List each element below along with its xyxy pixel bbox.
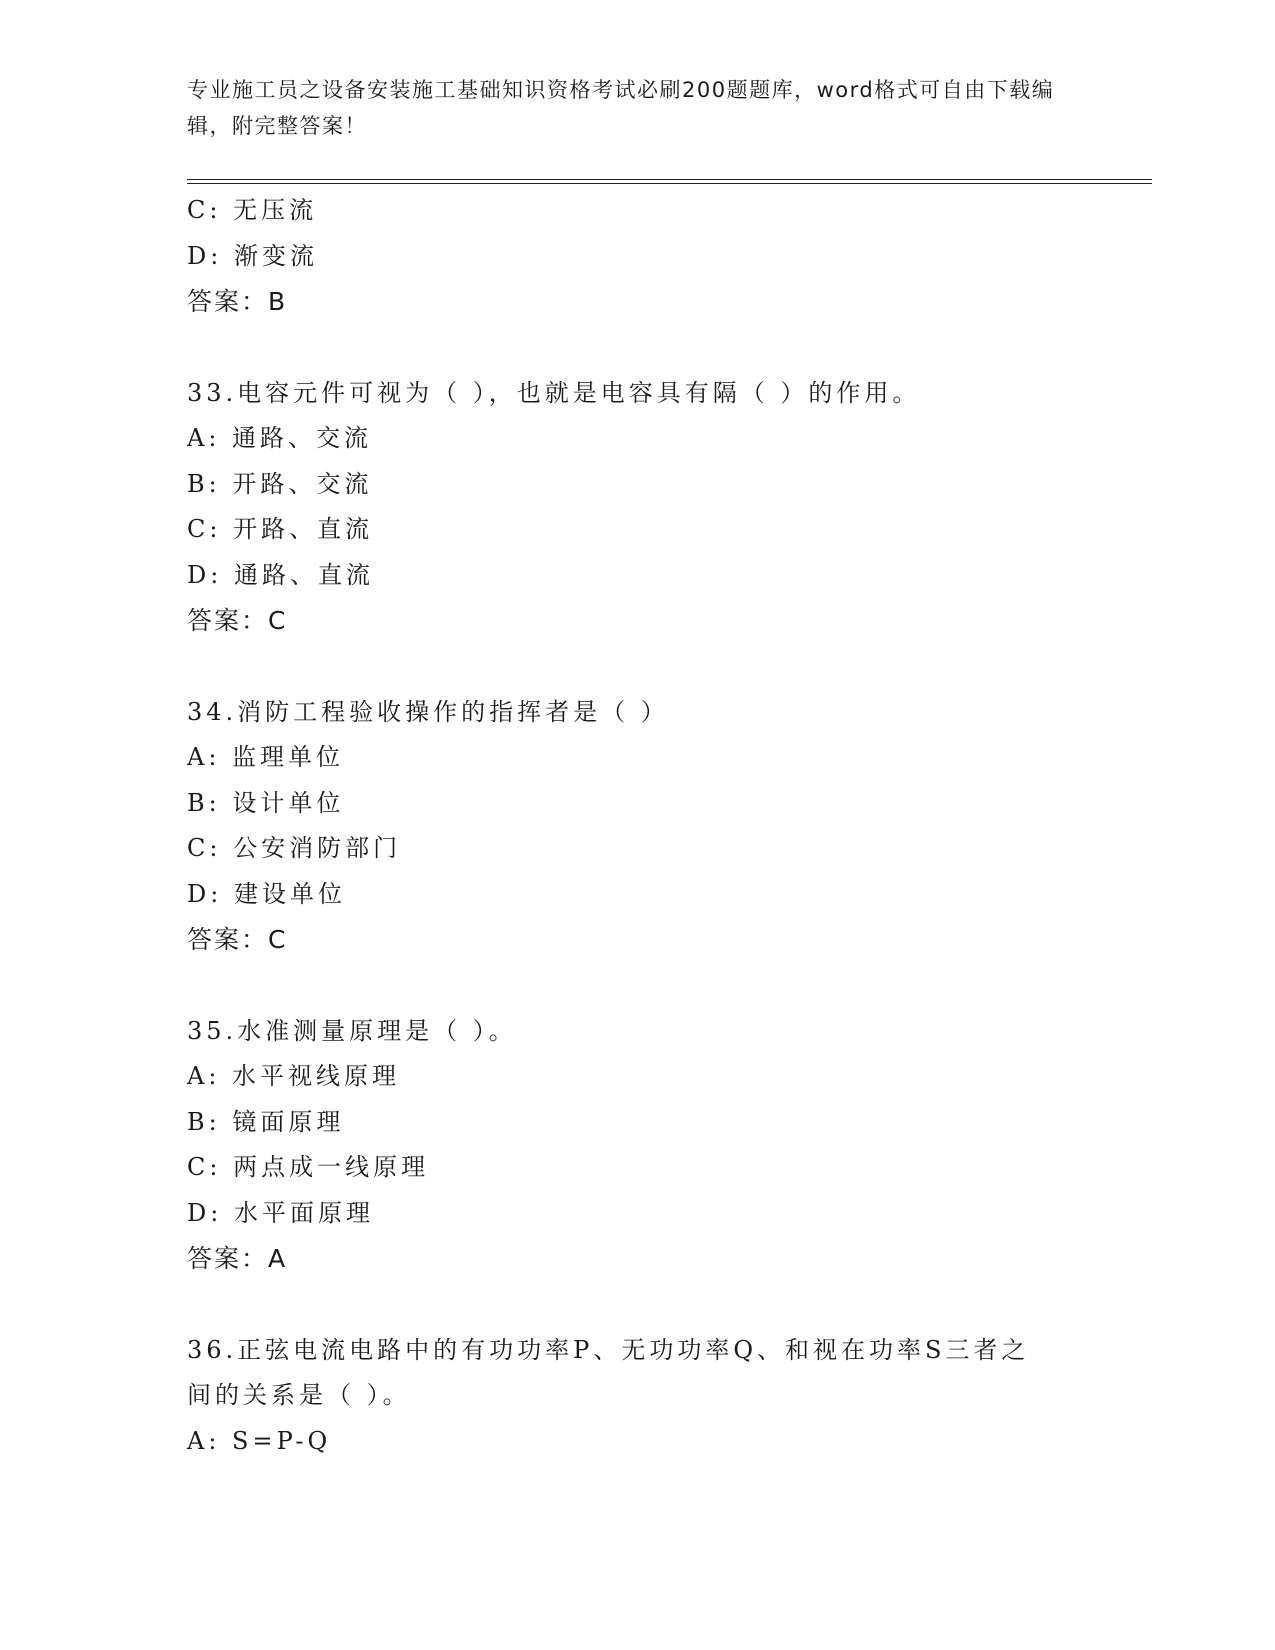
question-text: 35.水准测量原理是（ ）。 xyxy=(187,1016,517,1045)
spacer xyxy=(187,1282,1087,1328)
question-text: 36.正弦电流电路中的有功功率P、无功功率Q、和视在功率S三者之间的关系是（ ）。 xyxy=(187,1335,1030,1409)
option-d: D: 渐变流 xyxy=(187,241,318,270)
answer-line: 答案：A xyxy=(187,1244,288,1273)
header-divider-top xyxy=(187,179,1152,180)
option-d: D: 建设单位 xyxy=(187,879,346,908)
option-d: D: 水平面原理 xyxy=(187,1198,374,1227)
option-b: B: 开路、交流 xyxy=(187,469,373,498)
spacer xyxy=(187,963,1087,1009)
question-content xyxy=(187,188,1087,1464)
answer-line: 答案：B xyxy=(187,287,288,316)
option-c: C: 公安消防部门 xyxy=(187,834,402,862)
option-b: B: 镜面原理 xyxy=(187,1107,345,1136)
option-a: A: S=P-Q xyxy=(187,1426,332,1455)
option-a: A: 通路、交流 xyxy=(187,424,373,452)
spacer xyxy=(187,325,1087,371)
option-a: A: 监理单位 xyxy=(187,743,345,771)
header-divider-bottom xyxy=(187,183,1152,184)
page-header: 专业施工员之设备安装施工基础知识资格考试必刷200题题库，word格式可自由下载编辑，附完整答案！ xyxy=(187,78,1055,138)
answer-line: 答案：C xyxy=(187,606,288,635)
question-text: 33.电容元件可视为（ ），也就是电容具有隔（ ）的作用。 xyxy=(187,378,921,407)
answer-line: 答案：C xyxy=(187,925,288,954)
option-d: D: 通路、直流 xyxy=(187,560,374,589)
spacer xyxy=(187,644,1087,690)
option-b: B: 设计单位 xyxy=(187,788,345,817)
option-c: C: 无压流 xyxy=(187,196,318,224)
option-c: C: 两点成一线原理 xyxy=(187,1153,430,1181)
option-a: A: 水平视线原理 xyxy=(187,1062,401,1090)
question-text: 34.消防工程验收操作的指挥者是（ ） xyxy=(187,697,669,726)
option-c: C: 开路、直流 xyxy=(187,515,374,543)
